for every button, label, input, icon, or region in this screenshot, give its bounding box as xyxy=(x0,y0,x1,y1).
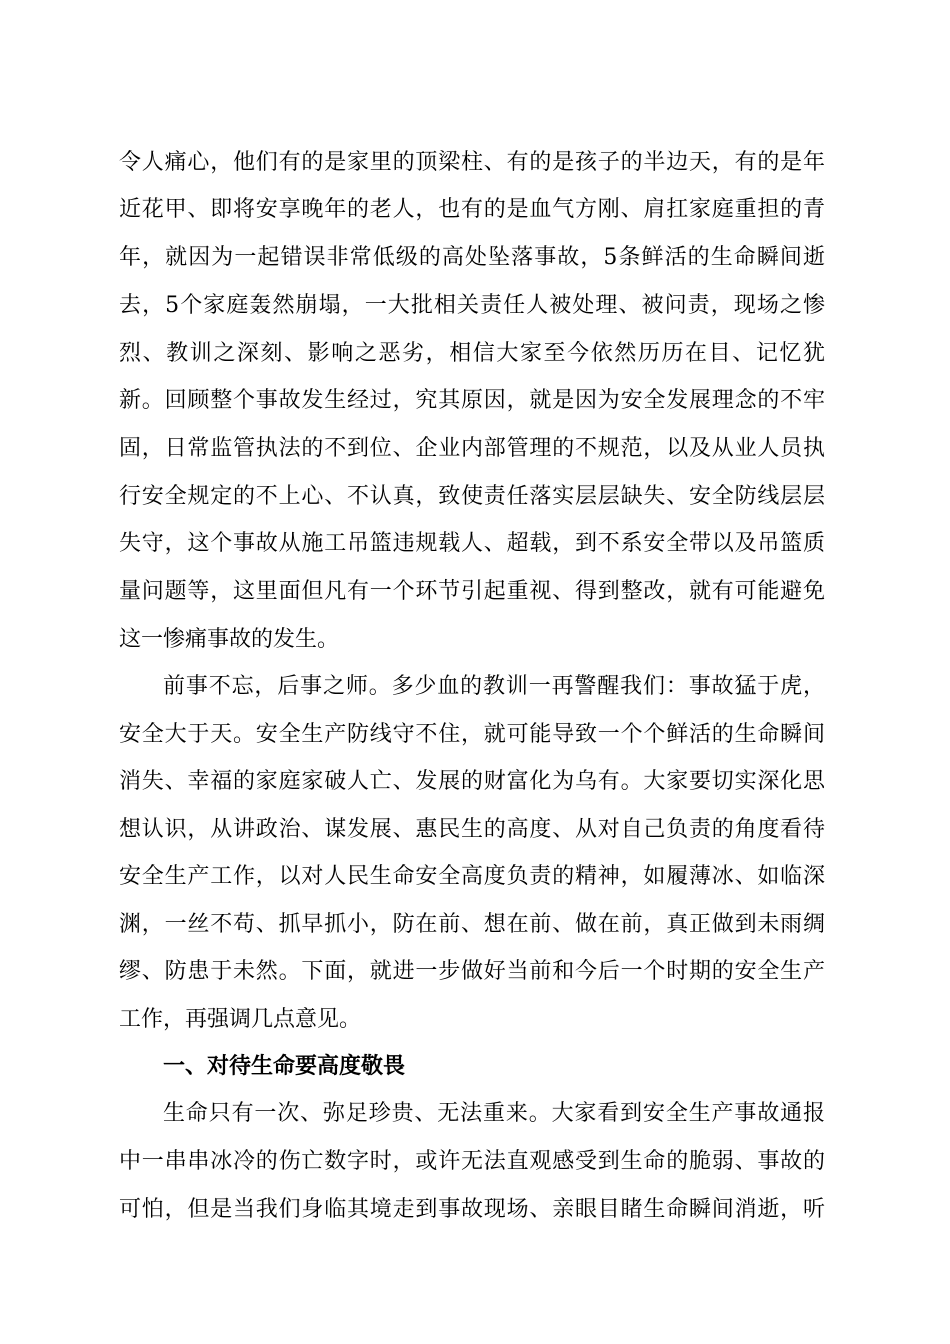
paragraph-1-line-3: 年，就因为一起错误非常低级的高处坠落事故，5条鲜活的生命瞬间逝 xyxy=(119,245,825,270)
paragraph-1-line-7: 固，日常监管执法的不到位、企业内部管理的不规范，以及从业人员执 xyxy=(119,436,825,461)
section-heading: 一、对待生命要高度敬畏 xyxy=(163,1054,406,1079)
paragraph-1-line-4: 去，5个家庭轰然崩塌，一大批相关责任人被处理、被问责，现场之惨 xyxy=(119,293,825,318)
paragraph-2-line-2: 安全大于天。安全生产防线守不住，就可能导致一个个鲜活的生命瞬间 xyxy=(119,722,825,747)
paragraph-1-line-11: 这一惨痛事故的发生。 xyxy=(119,627,340,652)
paragraph-1-line-2: 近花甲、即将安享晚年的老人，也有的是血气方刚、肩扛家庭重担的青 xyxy=(119,197,825,222)
paragraph-1-line-8: 行安全规定的不上心、不认真，致使责任落实层层缺失、安全防线层层 xyxy=(119,484,825,509)
paragraph-2-line-5: 安全生产工作，以对人民生命安全高度负责的精神，如履薄冰、如临深 xyxy=(119,864,825,889)
paragraph-2-line-3: 消失、幸福的家庭家破人亡、发展的财富化为乌有。大家要切实深化思 xyxy=(119,769,825,794)
paragraph-1-line-5: 烈、教训之深刻、影响之恶劣，相信大家至今依然历历在目、记忆犹 xyxy=(119,341,825,366)
paragraph-3-line-3: 可怕，但是当我们身临其境走到事故现场、亲眼目睹生命瞬间消逝，听 xyxy=(119,1197,825,1222)
paragraph-2-line-8: 工作，再强调几点意见。 xyxy=(119,1007,362,1032)
paragraph-1-line-9: 失守，这个事故从施工吊篮违规载人、超载，到不系安全带以及吊篮质 xyxy=(119,531,825,556)
paragraph-3-line-2: 中一串串冰冷的伤亡数字时，或许无法直观感受到生命的脆弱、事故的 xyxy=(119,1149,825,1174)
paragraph-1-line-6: 新。回顾整个事故发生经过，究其原因，就是因为安全发展理念的不牢 xyxy=(119,388,825,413)
paragraph-2-line-1: 前事不忘，后事之师。多少血的教训一再警醒我们：事故猛于虎， xyxy=(163,674,825,699)
paragraph-1-line-10: 量问题等，这里面但凡有一个环节引起重视、得到整改，就有可能避免 xyxy=(119,579,825,604)
paragraph-2-line-4: 想认识，从讲政治、谋发展、惠民生的高度、从对自己负责的角度看待 xyxy=(119,817,825,842)
paragraph-2-line-7: 缪、防患于未然。下面，就进一步做好当前和今后一个时期的安全生产 xyxy=(119,959,825,984)
paragraph-2-line-6: 渊，一丝不苟、抓早抓小，防在前、想在前、做在前，真正做到未雨绸 xyxy=(119,912,825,937)
paragraph-3-line-1: 生命只有一次、弥足珍贵、无法重来。大家看到安全生产事故通报 xyxy=(163,1101,825,1126)
paragraph-1-line-1: 令人痛心，他们有的是家里的顶梁柱、有的是孩子的半边天，有的是年 xyxy=(119,150,825,175)
